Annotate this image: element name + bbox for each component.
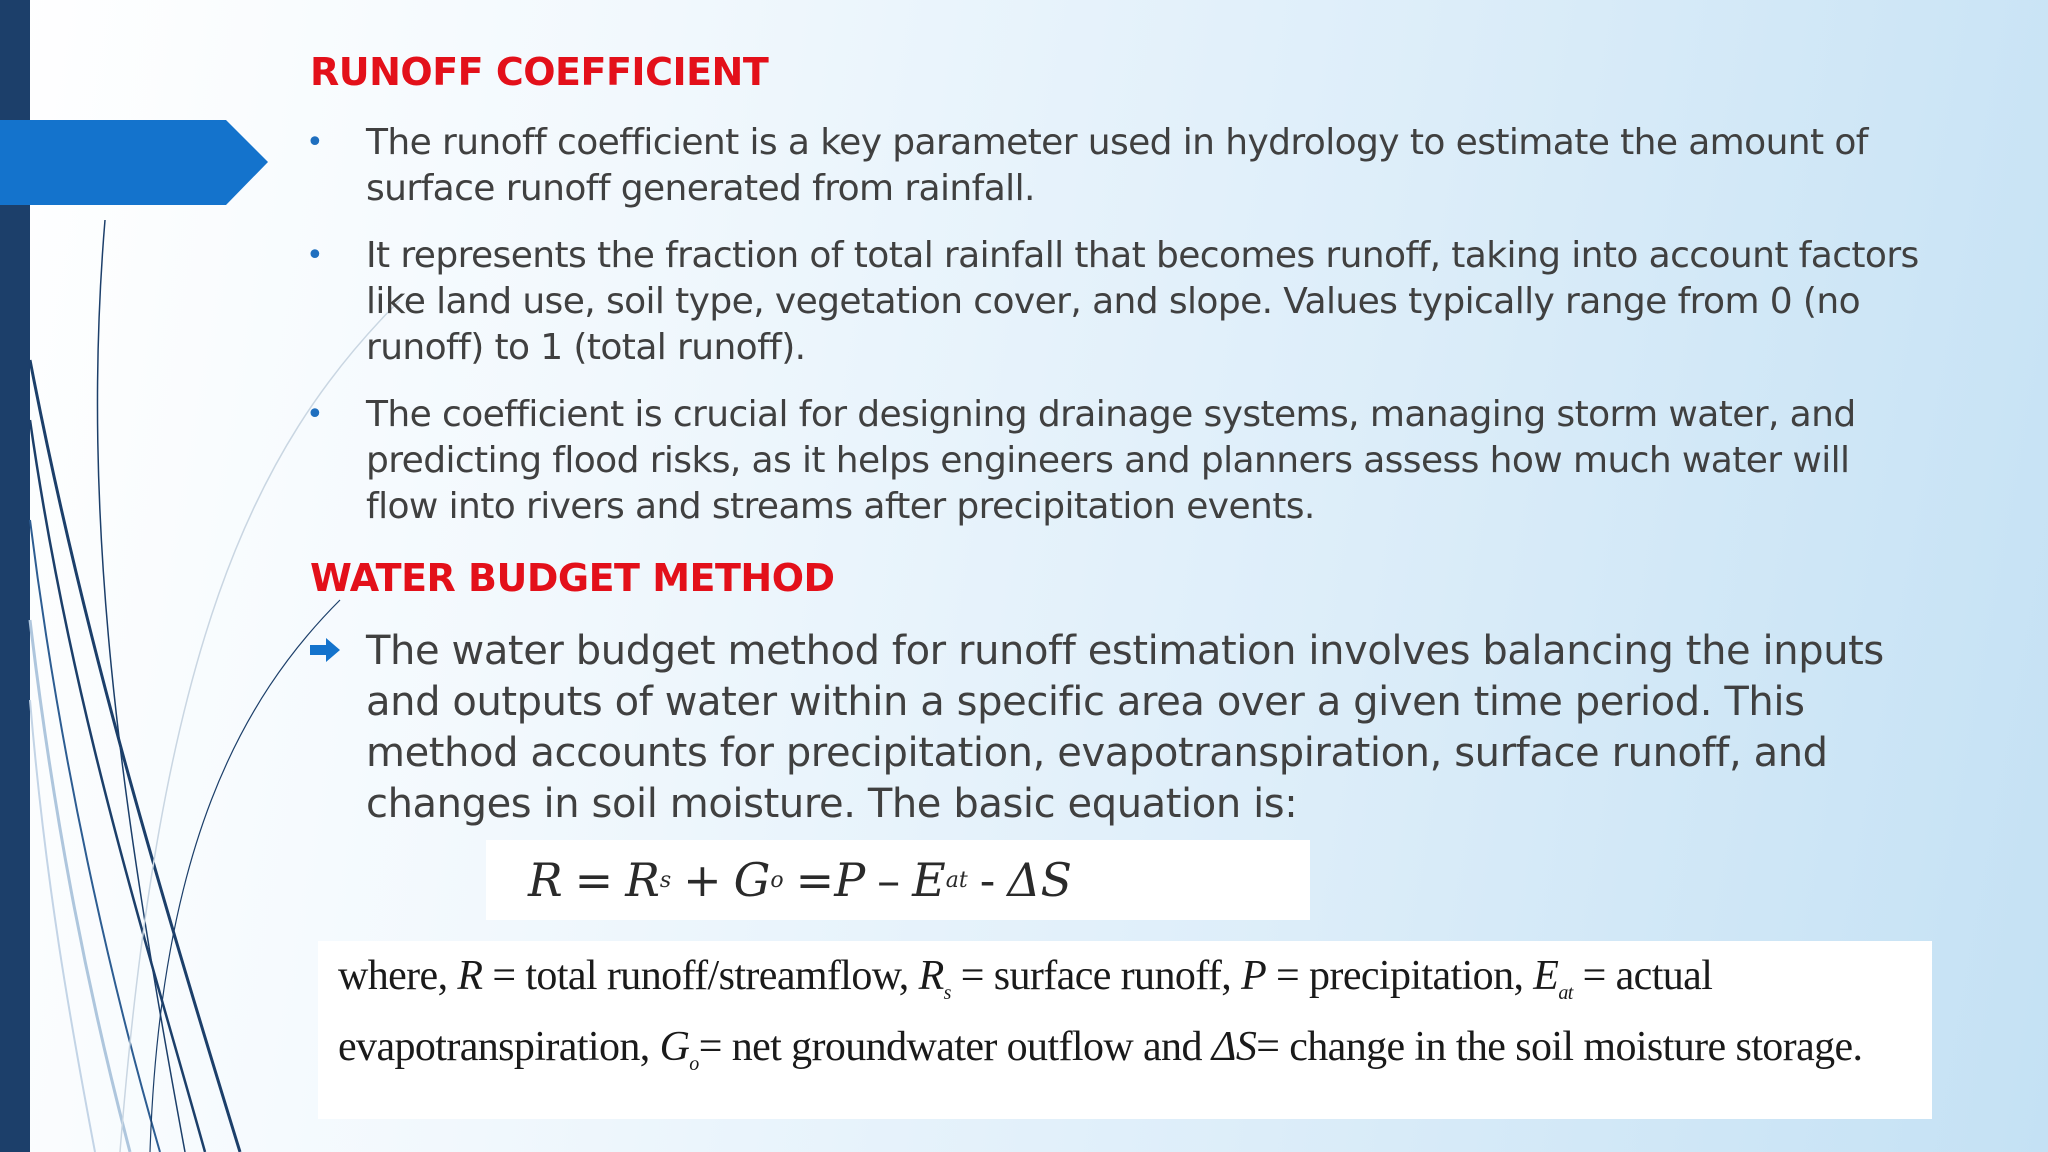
list-item (300, 392, 1920, 530)
paragraph-text: The water budget method for runoff estimation involves balancing the inputs and outputs of water within a specific area over a given time period. This method accounts for precipitation, evapotranspiration, surface runoff, and changes in soil moisture. The basic equation is: (366, 628, 1884, 827)
bullet-dot-icon: • (306, 238, 324, 273)
list-item (300, 120, 1920, 212)
water-budget-list (300, 626, 1920, 830)
arrow-tab-shape (0, 120, 270, 205)
bullet-text: The coefficient is crucial for designing drainage systems, managing storm water, and predicting flood risks, as it helps engineers and planners assess how much water will flow into rivers and streams after precipitation events. (366, 394, 1856, 527)
arrow-bullet-icon (308, 636, 342, 664)
bullet-text: The runoff coefficient is a key parameter used in hydrology to estimate the amount of surface runoff generated from rainfall. (366, 122, 1868, 209)
list-item (300, 233, 1920, 371)
where-definitions: where, R = total runoff/streamflow, $R_s$ = surface runoff, P = precipitation, $E_{at}$ = actual evapotranspiration, $G_o=$ net groundwater outflow and ΔS= change in the soil moisture storage. (318, 941, 1932, 1119)
equation-image: R = R s + G o = P – E at - ΔS (486, 840, 1310, 920)
bullet-text: It represents the fraction of total rainfall that becomes runoff, taking into account factors like land use, soil type, vegetation cover, and slope. Values typically range from 0 (no runoff) to 1 (total runoff). (366, 235, 1919, 368)
bullet-dot-icon: • (306, 397, 324, 432)
bullet-dot-icon: • (306, 125, 324, 160)
heading-runoff-coefficient: RUNOFF COEFFICIENT (310, 50, 769, 94)
heading-water-budget-method: WATER BUDGET METHOD (310, 556, 835, 600)
runoff-coefficient-list (300, 120, 1920, 551)
list-item (300, 626, 1920, 830)
